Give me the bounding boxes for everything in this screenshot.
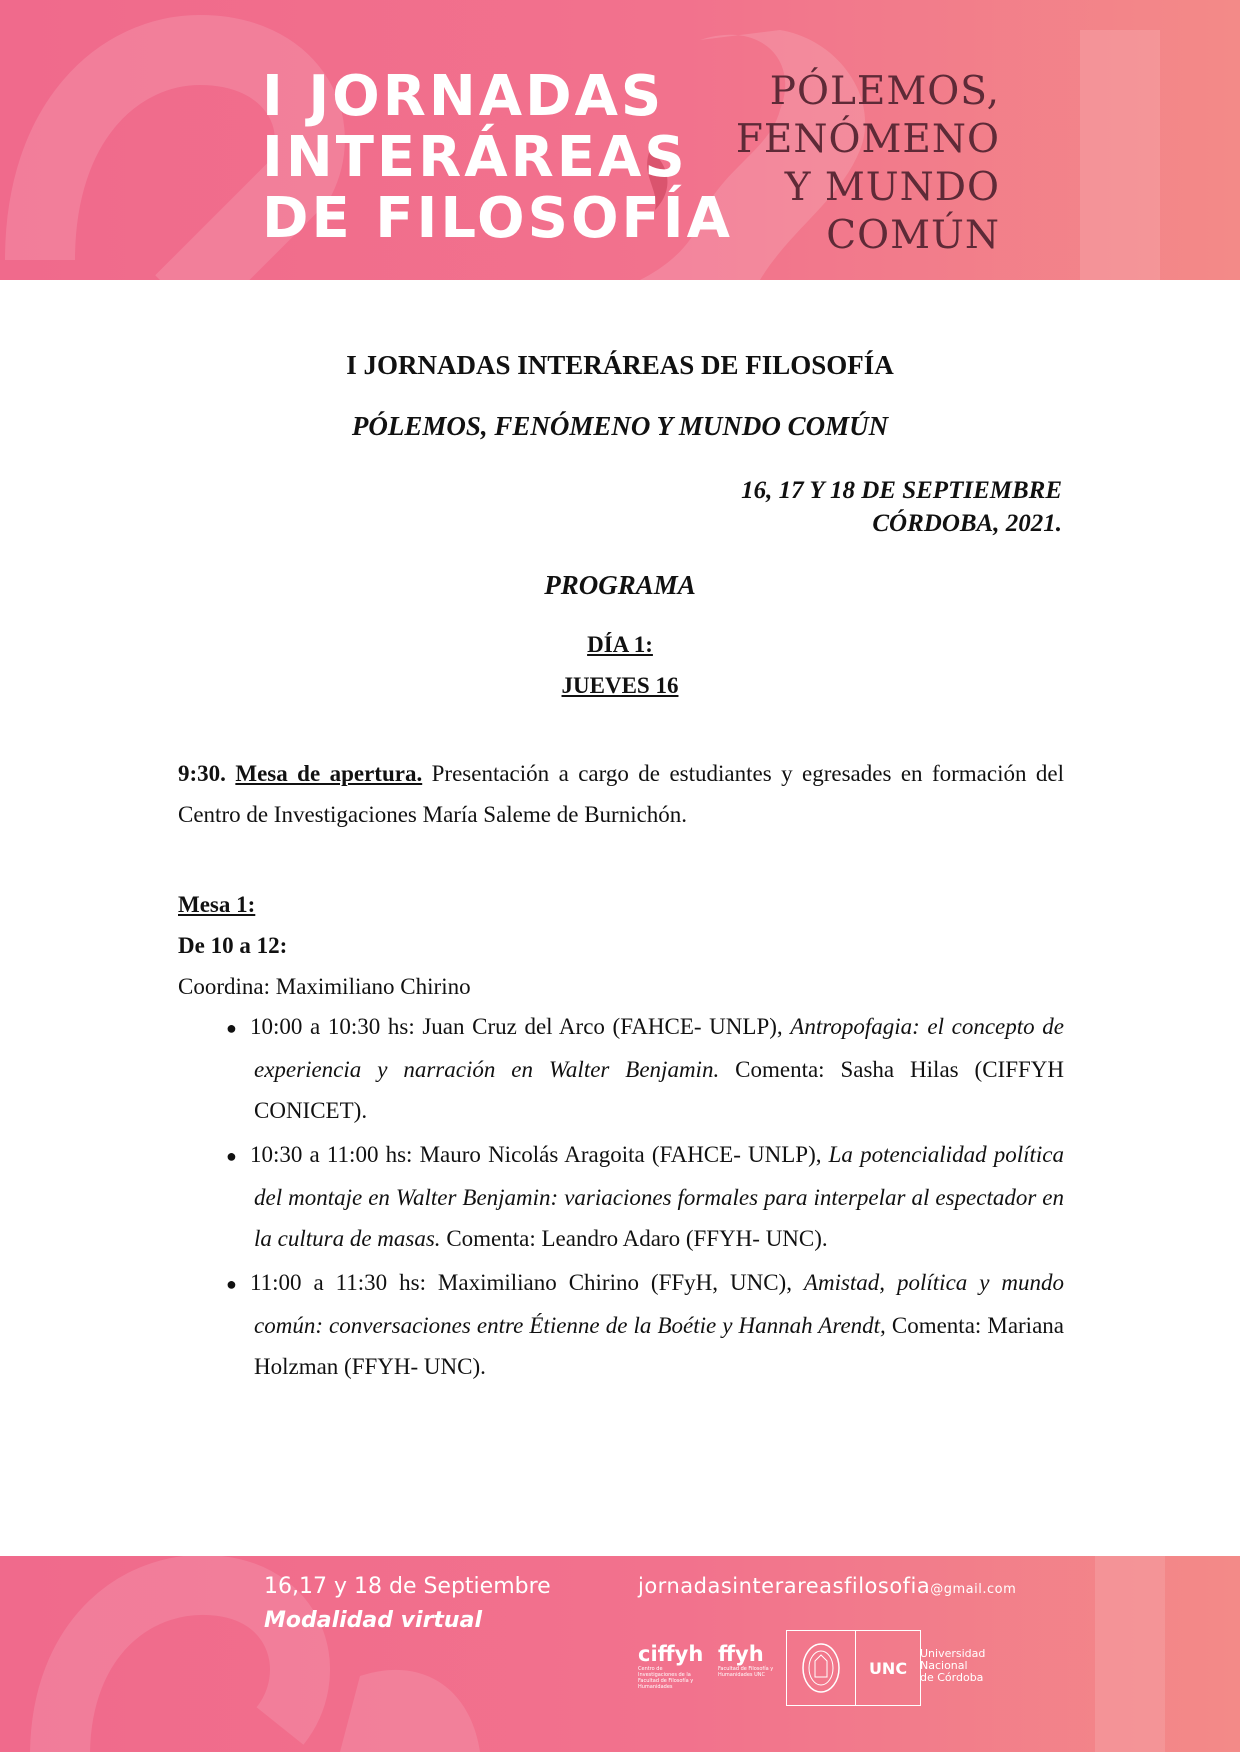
day-heading: DÍA 1: [587, 632, 653, 657]
unc-logo: UNC [856, 1630, 921, 1706]
footer-logos [636, 1628, 996, 1714]
banner-subtitle-line: FENÓMENO [735, 117, 1000, 162]
unc-name: Universidad Nacional de Córdoba [920, 1647, 986, 1684]
talk-comment: Comenta: Mariana Holzman (FFYH- UNC). [254, 1313, 1064, 1379]
talk-lead: 10:00 a 10:30 hs: Juan Cruz del Arco (FAHCE- UNLP), [250, 1014, 791, 1039]
talk-lead: 10:30 a 11:00 hs: Mauro Nicolás Aragoita (FAHCE- UNLP), [250, 1142, 829, 1167]
day-name: JUEVES 16 [561, 673, 679, 698]
opening-session [178, 753, 1064, 835]
talk-item [218, 1262, 1064, 1387]
banner-title-line: I JORNADAS [262, 64, 665, 129]
opening-label: Mesa de apertura. [235, 761, 423, 786]
talk-title: La potencialidad política del montaje en Walter Benjamin: variaciones formales para interpelar al espectador en la cultura de masas. [254, 1142, 1064, 1251]
mesa-coordinator: Coordina: Maximiliano Chirino [178, 974, 471, 999]
event-dates: 16, 17 Y 18 DE SEPTIEMBRE [741, 477, 1062, 504]
bullet-icon: ● [226, 1274, 237, 1294]
talk-item [218, 1006, 1064, 1131]
banner-subtitle-line: PÓLEMOS, [769, 69, 1000, 114]
mesa-header [178, 884, 471, 1007]
banner-subtitle-line: COMÚN [826, 213, 1000, 258]
program-heading: PROGRAMA [544, 570, 696, 600]
mesa-time: De 10 a 12: [178, 933, 288, 958]
opening-text: Presentación a cargo de estudiantes y egresades en formación del Centro de Investigaciones María Saleme de Burnichón. [178, 761, 1064, 827]
opening-time: 9:30. [178, 761, 226, 786]
document-title: I JORNADAS INTERÁREAS DE FILOSOFÍA [346, 350, 894, 380]
footer-mode: Modalidad virtual [264, 1608, 482, 1633]
talk-item [218, 1134, 1064, 1259]
ffyh-logo: ffyh Facultad de Filosofía y Humanidades UNC [718, 1642, 774, 1678]
footer-email[interactable] [638, 1574, 1016, 1598]
banner-subtitle-line: Y MUNDO [784, 165, 1000, 210]
talk-list [218, 1006, 1064, 1390]
date-place-block [741, 474, 1062, 540]
talk-lead: 11:00 a 11:30 hs: Maximiliano Chirino (FFyH, UNC), [250, 1270, 804, 1295]
talk-title: Amistad, política y mundo común: conversaciones entre Étienne de la Boétie y Hannah Arendt, [254, 1270, 1065, 1338]
ciffyh-logo: ciffyh Centro de Investigaciones de la Facultad de Filosofía y Humanidades [638, 1642, 704, 1690]
header-banner [0, 0, 1240, 280]
banner-title-line: INTERÁREAS [262, 125, 688, 190]
footer-figure-silhouette [340, 1670, 480, 1752]
event-place: CÓRDOBA, 2021. [872, 510, 1062, 537]
email-user: jornadasinterareasfilosofia [638, 1574, 931, 1598]
document-subtitle: PÓLEMOS, FENÓMENO Y MUNDO COMÚN [351, 411, 889, 441]
talk-title: Antropofagia: el concepto de experiencia y narración en Walter Benjamin. [254, 1014, 1064, 1082]
footer-banner [0, 1556, 1240, 1752]
unc-seal-icon [786, 1630, 856, 1706]
talk-comment: Comenta: Leandro Adaro (FFYH- UNC). [440, 1226, 828, 1251]
footer-dates: 16,17 y 18 de Septiembre [264, 1574, 551, 1599]
bullet-icon: ● [226, 1146, 237, 1166]
banner-title-line: DE FILOSOFÍA [262, 186, 733, 251]
footer-decoration [0, 1556, 1240, 1752]
bullet-icon: ● [226, 1018, 237, 1038]
banner-subtitle [660, 68, 1000, 260]
talk-comment: Comenta: Sasha Hilas (CIFFYH CONICET). [254, 1057, 1064, 1123]
email-domain: @gmail.com [930, 1582, 1017, 1597]
mesa-label: Mesa 1: [178, 892, 256, 917]
